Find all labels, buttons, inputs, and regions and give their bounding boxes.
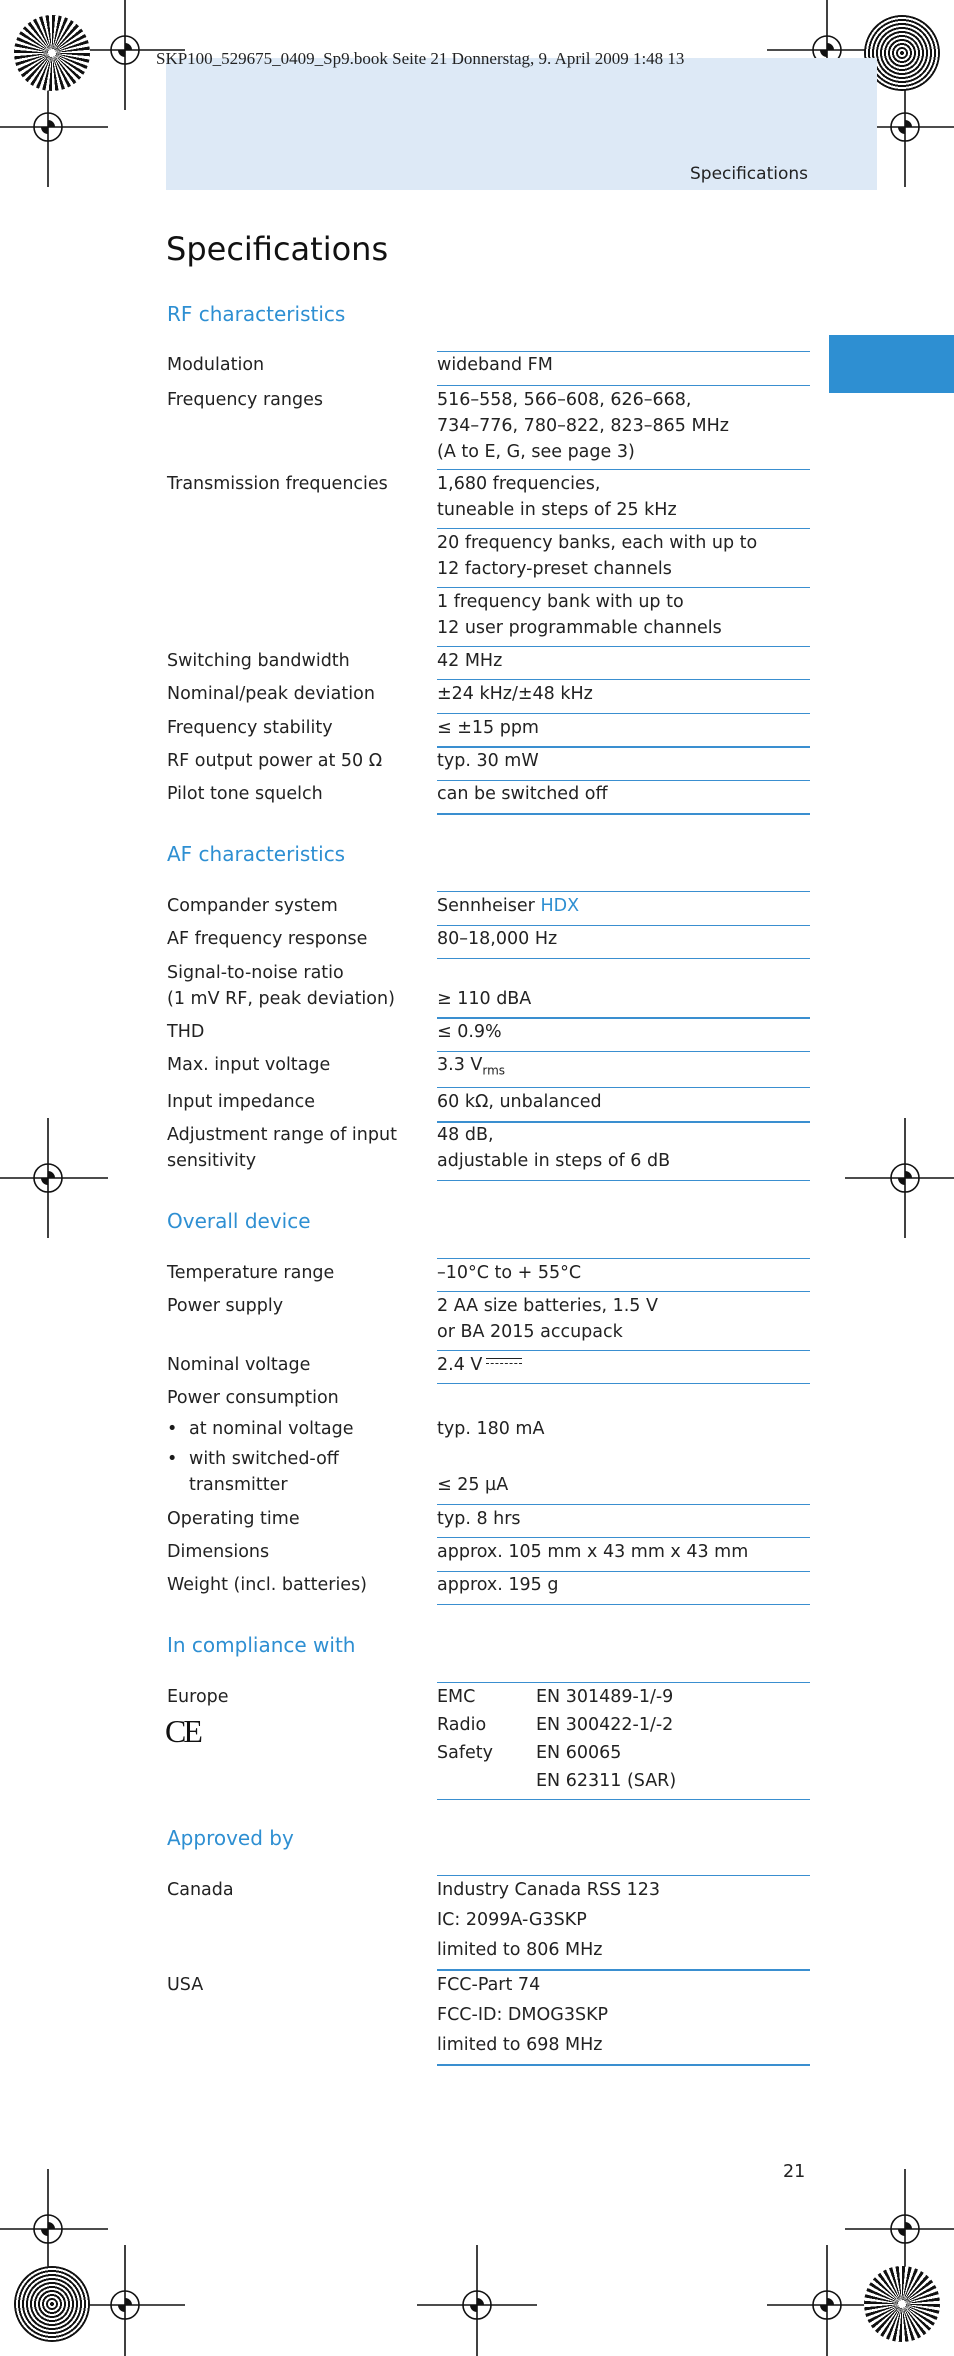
spec-label: RF output power at 50 Ω [167, 751, 383, 771]
spec-value [437, 1293, 658, 1345]
compliance-standard: EN 60065 [536, 1743, 622, 1763]
spec-value [437, 1052, 505, 1084]
rms-subscript: rms [482, 1063, 506, 1078]
spec-value-text: 3.3 V [437, 1055, 483, 1075]
section-heading-approved: Approved by [167, 1826, 294, 1850]
running-head: Specifications [689, 164, 808, 184]
spec-value: limited to 698 MHz [437, 2035, 603, 2055]
row-rule [437, 1350, 810, 1351]
row-rule [437, 1291, 810, 1292]
spec-value [437, 1122, 670, 1174]
concentric-target-icon [14, 2266, 90, 2342]
spec-label: USA [167, 1975, 204, 1995]
spec-label: Europe [167, 1687, 229, 1707]
spec-label: Weight (incl. batteries) [167, 1575, 368, 1595]
row-rule [437, 891, 810, 892]
spec-label [167, 1122, 397, 1174]
book-info-line: SKP100_529675_0409_Sp9.book Seite 21 Donnerstag, 9. April 2009 1:48 13 [156, 49, 685, 68]
spec-value [437, 1352, 522, 1378]
spec-label: Nominal/peak deviation [167, 684, 375, 704]
section-heading-rf: RF characteristics [167, 302, 346, 326]
row-rule [437, 1682, 810, 1683]
spec-value: limited to 806 MHz [437, 1940, 603, 1960]
bullet-icon: • [167, 1419, 178, 1439]
spec-value: typ. 8 hrs [437, 1509, 521, 1529]
star-target-icon [864, 2266, 940, 2342]
spec-label: Frequency ranges [167, 390, 323, 410]
spec-label: Max. input voltage [167, 1055, 331, 1075]
spec-value-line: 516–558, 566–608, 626–668, [437, 390, 692, 410]
row-rule [437, 1799, 810, 1800]
row-rule [437, 469, 810, 470]
spec-value: typ. 30 mW [437, 751, 539, 771]
compliance-standard: EN 301489-1/-9 [536, 1687, 674, 1707]
spec-value [437, 387, 729, 465]
row-rule [437, 2064, 810, 2066]
compliance-kind: EMC [437, 1687, 476, 1707]
row-rule [437, 1258, 810, 1259]
row-rule [437, 1875, 810, 1876]
spec-value-line: 1,680 frequencies, [437, 474, 601, 494]
spec-label: Transmission frequencies [167, 474, 388, 494]
dc-symbol-icon [486, 1356, 522, 1368]
hdx-brand: HDX [540, 896, 580, 916]
row-rule [437, 813, 810, 815]
compliance-standard: EN 300422-1/-2 [536, 1715, 674, 1735]
spec-label: Pilot tone squelch [167, 784, 323, 804]
spec-value: 80–18,000 Hz [437, 929, 558, 949]
spec-label: Switching bandwidth [167, 651, 350, 671]
row-rule [437, 1383, 810, 1384]
spec-label: at nominal voltage [189, 1419, 354, 1439]
spec-label-line: Adjustment range of input [167, 1125, 397, 1145]
spec-value: IC: 2099A-G3SKP [437, 1910, 587, 1930]
spec-label: AF frequency response [167, 929, 368, 949]
spec-value-text: Sennheiser [437, 896, 535, 916]
spec-value-line: (A to E, G, see page 3) [437, 442, 635, 462]
spec-value-line: 2 AA size batteries, 1.5 V [437, 1296, 658, 1316]
spec-value-line: 1 frequency bank with up to [437, 592, 684, 612]
row-rule [437, 1504, 810, 1505]
spec-label-line: with switched-off [189, 1449, 339, 1469]
page-number: 21 [783, 2162, 806, 2182]
spec-value: FCC-ID: DMOG3SKP [437, 2005, 609, 2025]
spec-value [437, 893, 579, 919]
row-rule [437, 958, 810, 959]
row-rule [437, 385, 810, 386]
row-rule [437, 528, 810, 529]
bullet-icon: • [167, 1449, 178, 1469]
spec-value: typ. 180 mA [437, 1419, 545, 1439]
row-rule [437, 1180, 810, 1181]
spec-label: Compander system [167, 896, 338, 916]
spec-value-line: 20 frequency banks, each with up to [437, 533, 758, 553]
spec-value: 60 kΩ, unbalanced [437, 1092, 602, 1112]
spec-value: 42 MHz [437, 651, 503, 671]
spec-label: Operating time [167, 1509, 300, 1529]
registration-cross-icon [417, 2245, 537, 2356]
spec-value-line: 12 factory-preset channels [437, 559, 672, 579]
spec-label: Modulation [167, 355, 265, 375]
spec-value: ≤ ±15 ppm [437, 718, 539, 738]
spec-label: Dimensions [167, 1542, 270, 1562]
row-rule [437, 1604, 810, 1605]
spec-value-line: 734–776, 780–822, 823–865 MHz [437, 416, 729, 436]
spec-label: Canada [167, 1880, 234, 1900]
spec-value [437, 471, 677, 523]
spec-label [167, 960, 395, 1012]
page-title: Specifications [166, 230, 389, 268]
spec-label: Power consumption [167, 1388, 339, 1408]
spec-value: ≤ 0.9% [437, 1022, 502, 1042]
spec-value: approx. 195 g [437, 1575, 559, 1595]
row-rule [437, 587, 810, 588]
spec-value: approx. 105 mm x 43 mm x 43 mm [437, 1542, 749, 1562]
spec-value-line: or BA 2015 accupack [437, 1322, 623, 1342]
registration-cross-icon [845, 1118, 954, 1238]
spec-label-line: sensitivity [167, 1151, 257, 1171]
row-rule [437, 1537, 810, 1538]
spec-value-line: adjustable in steps of 6 dB [437, 1151, 671, 1171]
registration-cross-icon [0, 1118, 108, 1238]
spec-value: wideband FM [437, 355, 553, 375]
spec-label: Input impedance [167, 1092, 315, 1112]
spec-label-line: (1 mV RF, peak deviation) [167, 989, 395, 1009]
row-rule [437, 1969, 810, 1971]
spec-value-line: 48 dB, [437, 1125, 494, 1145]
spec-value-line: 12 user programmable channels [437, 618, 722, 638]
spec-label: Nominal voltage [167, 1355, 311, 1375]
row-rule [437, 1087, 810, 1088]
section-heading-overall: Overall device [167, 1209, 311, 1233]
spec-value-line: tuneable in steps of 25 kHz [437, 500, 677, 520]
section-heading-compliance: In compliance with [167, 1633, 356, 1657]
spec-value: Industry Canada RSS 123 [437, 1880, 661, 1900]
row-rule [437, 713, 810, 714]
compliance-kind: Radio [437, 1715, 487, 1735]
spec-value: can be switched off [437, 784, 608, 804]
spec-value [437, 530, 757, 582]
spec-label: Temperature range [167, 1263, 335, 1283]
spec-label: Power supply [167, 1296, 284, 1316]
spec-label-line: Signal-to-noise ratio [167, 963, 344, 983]
spec-value-text: 2.4 V [437, 1355, 483, 1375]
spec-value: ±24 kHz/±48 kHz [437, 684, 593, 704]
row-rule [437, 679, 810, 680]
spec-label: Frequency stability [167, 718, 333, 738]
spec-value: FCC-Part 74 [437, 1975, 541, 1995]
row-rule [437, 646, 810, 647]
spec-label-line: transmitter [189, 1475, 288, 1495]
section-heading-af: AF characteristics [167, 842, 346, 866]
ce-mark-icon: CE [165, 1713, 200, 1749]
star-target-icon [14, 15, 90, 91]
chapter-tab-marker [829, 335, 954, 393]
spec-label: THD [167, 1022, 205, 1042]
spec-value: ≤ 25 µA [437, 1475, 509, 1495]
compliance-kind: Safety [437, 1743, 493, 1763]
spec-value: –10°C to + 55°C [437, 1263, 582, 1283]
spec-value [437, 589, 722, 641]
spec-value: ≥ 110 dBA [437, 989, 532, 1009]
spec-label [189, 1446, 339, 1498]
compliance-standard: EN 62311 (SAR) [536, 1771, 677, 1791]
